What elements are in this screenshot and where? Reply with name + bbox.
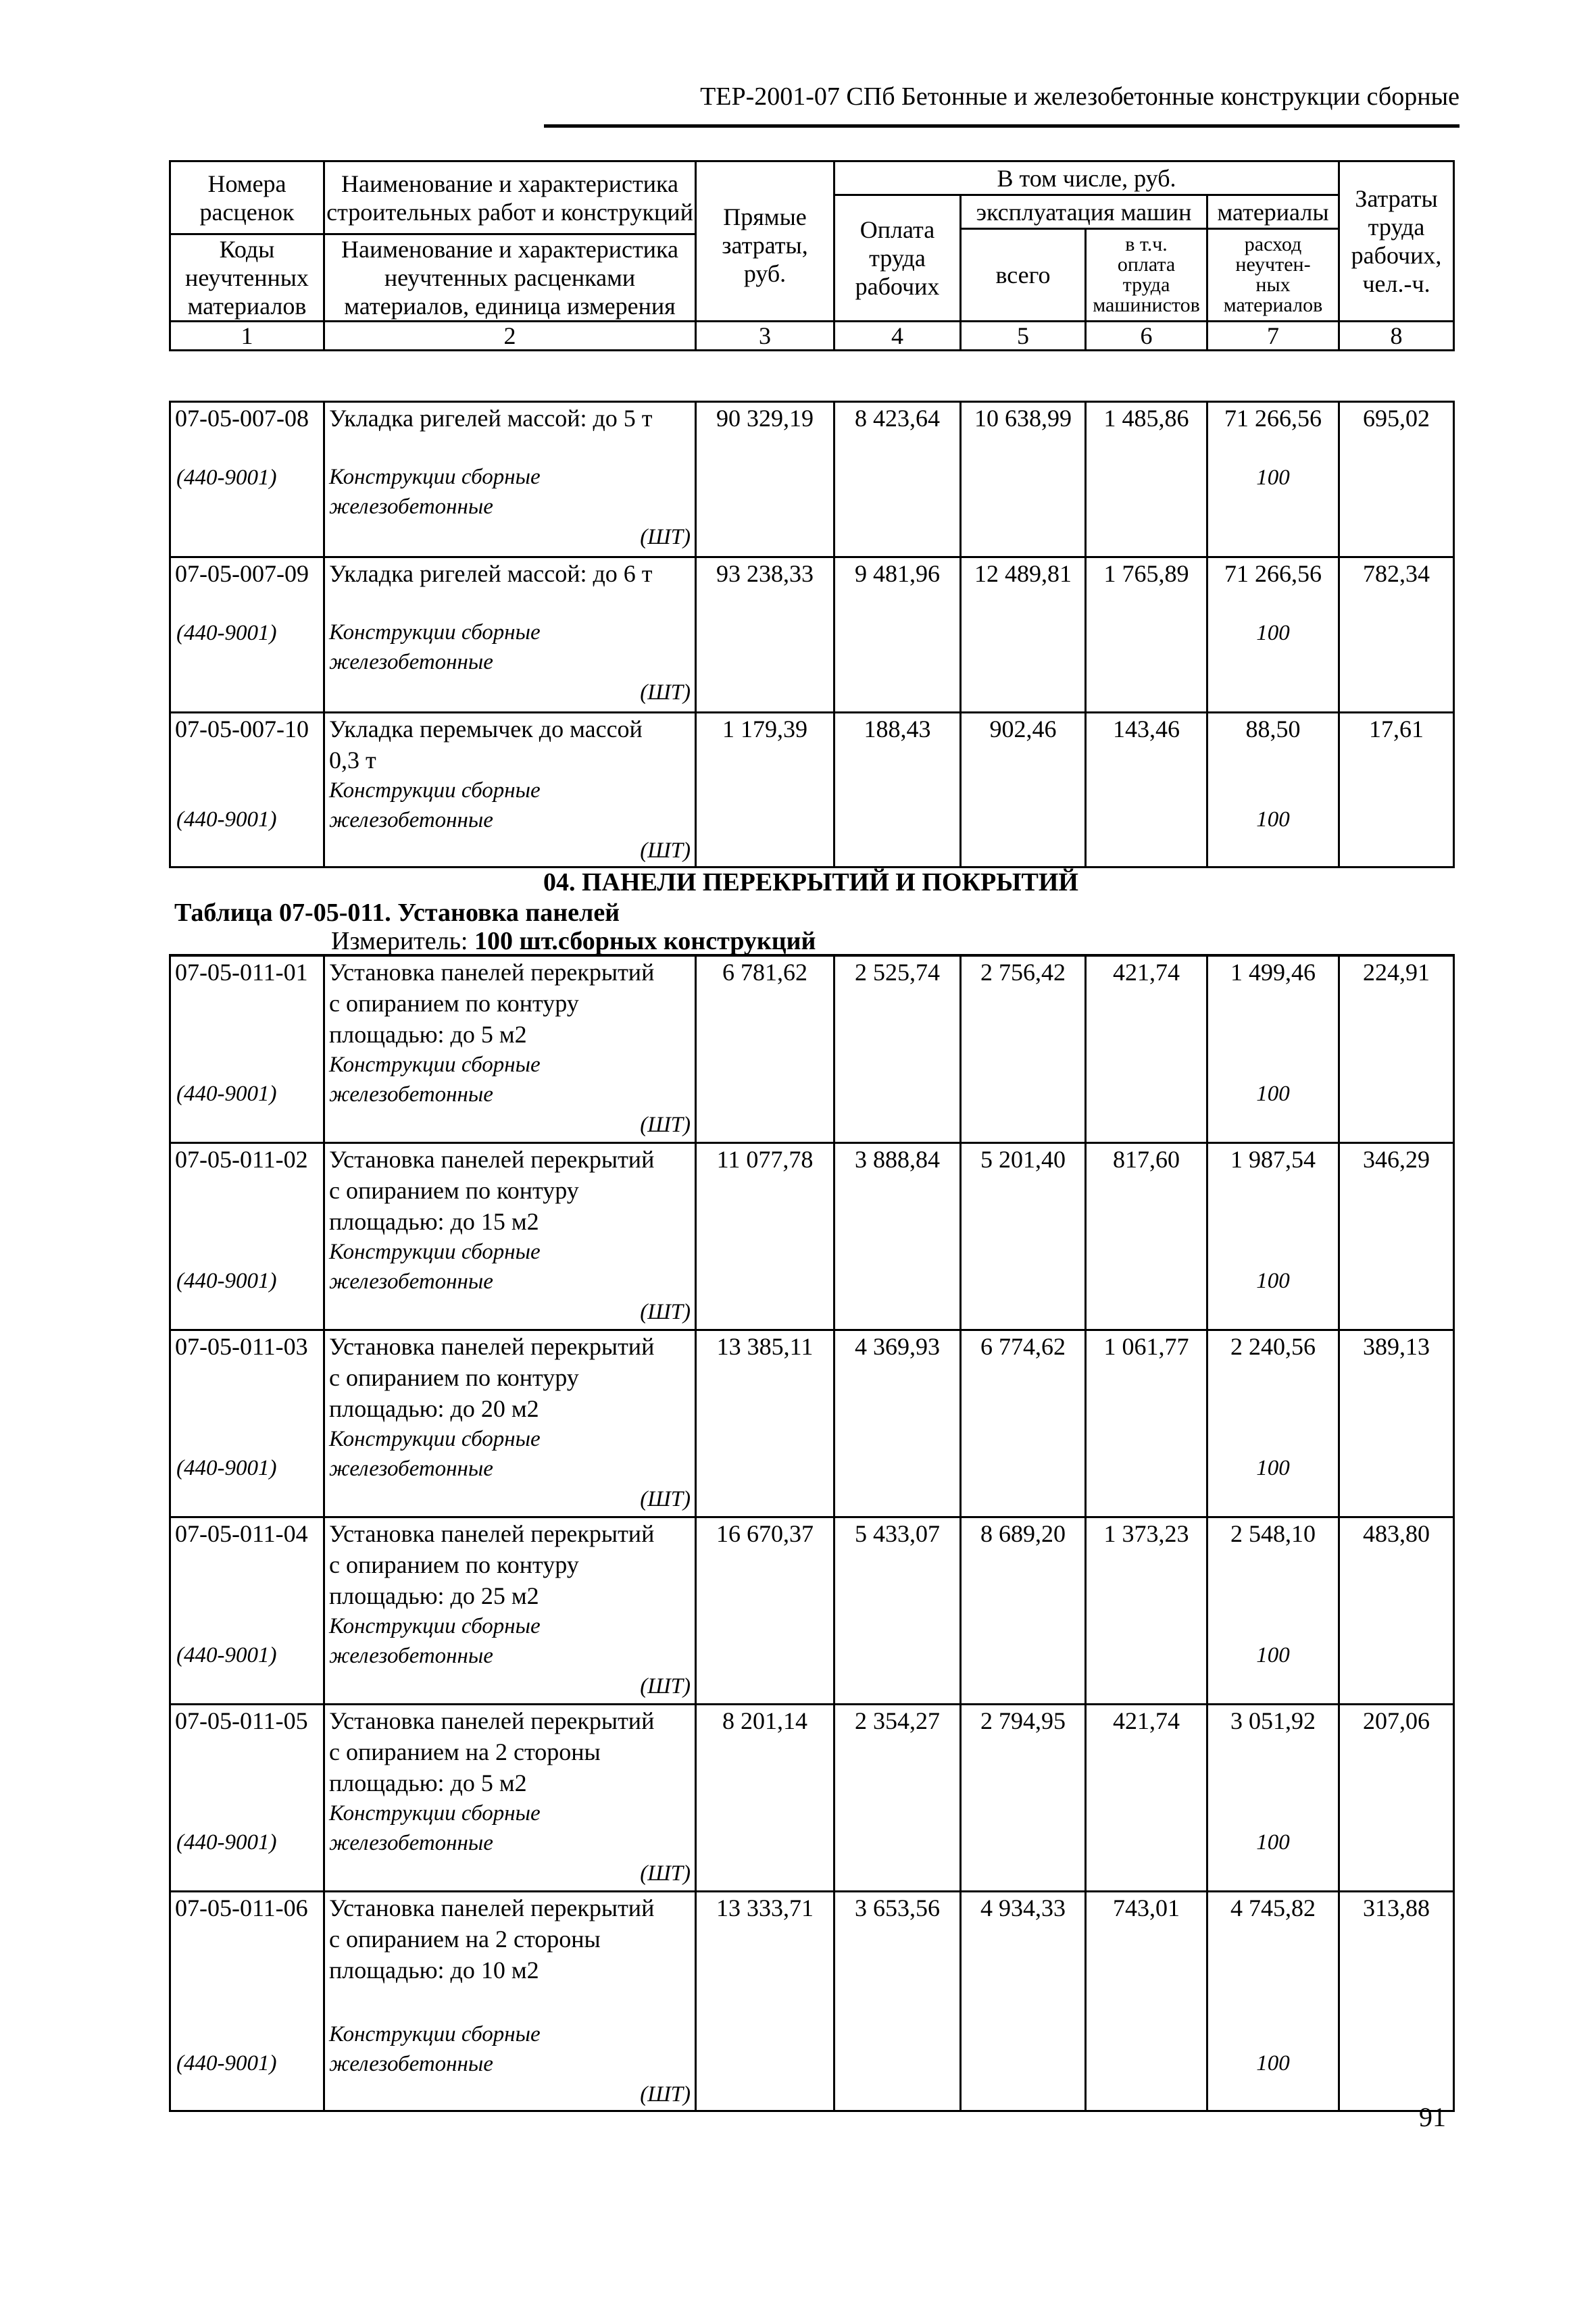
rate-code-cell	[170, 955, 324, 1142]
machinist-labor-cell-value: 143,46	[1113, 715, 1180, 743]
material-name-line: железобетонные	[329, 1456, 493, 1481]
rate-row	[170, 1330, 1454, 1517]
material-unit: (ШТ)	[640, 1486, 691, 1511]
rate-code-cell	[170, 1891, 324, 2111]
machines-cost-cell	[961, 557, 1086, 713]
machinist-labor-cell-value: 421,74	[1113, 1707, 1180, 1734]
col-number: 1	[170, 322, 324, 351]
material-name-line: Конструкции сборные	[329, 1801, 541, 1826]
labor-cost-cell	[834, 1704, 961, 1891]
col5-header: всего	[961, 229, 1086, 322]
labor-hours-cell	[1339, 955, 1454, 1142]
rate-name-cell	[324, 1891, 696, 2111]
rate-name-line: площадью: до 25 м2	[329, 1582, 539, 1609]
direct-cost-cell	[696, 1891, 834, 2111]
material-code: (440-9001)	[176, 1268, 277, 1293]
direct-cost-cell-value: 11 077,78	[716, 1145, 814, 1173]
rate-code: 07-05-011-03	[175, 1332, 308, 1360]
material-quantity: 100	[1256, 1642, 1290, 1667]
material-code: (440-9001)	[176, 807, 277, 832]
rate-row	[170, 1891, 1454, 2111]
labor-cost-cell	[834, 1142, 961, 1330]
rate-row	[170, 713, 1454, 867]
col-number: 5	[961, 322, 1086, 351]
labor-cost-cell-value: 2 525,74	[855, 959, 940, 986]
labor-hours-value: 313,88	[1363, 1894, 1430, 1921]
labor-hours-value: 346,29	[1363, 1145, 1430, 1173]
labor-cost-cell	[834, 713, 961, 867]
material-unit: (ШТ)	[640, 838, 691, 863]
col-number: 6	[1086, 322, 1207, 351]
labor-hours-cell	[1339, 1142, 1454, 1330]
rate-name-line: Установка панелей перекрытий	[329, 1894, 655, 1921]
material-name-line: Конструкции сборные	[329, 465, 541, 489]
table-title: Таблица 07-05-011. Установка панелей	[174, 899, 620, 927]
material-unit: (ШТ)	[640, 2082, 691, 2107]
material-code: (440-9001)	[176, 466, 277, 490]
col2-header-bottom: Наименование и характеристика неучтенных расценками материалов, единица измерения	[324, 234, 696, 322]
material-name-line: Конструкции сборные	[329, 1239, 541, 1264]
labor-cost-cell	[834, 955, 961, 1142]
rate-row	[170, 1704, 1454, 1891]
machinist-labor-cell	[1086, 1517, 1207, 1704]
rate-row	[170, 557, 1454, 713]
machinist-labor-cell	[1086, 713, 1207, 867]
col6-header: в т.ч. оплата труда машинистов	[1086, 229, 1207, 322]
machines-cost-cell-value: 902,46	[989, 715, 1057, 743]
material-quantity: 100	[1256, 2051, 1290, 2076]
rate-name-line: Установка панелей перекрытий	[329, 1332, 655, 1360]
material-name-line: железобетонные	[329, 650, 493, 674]
measure-line	[331, 926, 816, 957]
rate-code-cell	[170, 402, 324, 557]
col2-header-top: Наименование и характеристика строительных работ и конструкций	[324, 161, 696, 234]
machinist-labor-cell	[1086, 1891, 1207, 2111]
material-quantity: 100	[1256, 1268, 1290, 1293]
machines-cost-cell-value: 2 794,95	[980, 1707, 1066, 1734]
machines-cost-cell-value: 8 689,20	[980, 1519, 1066, 1547]
materials-cost-value: 88,50	[1245, 715, 1301, 743]
machines-cost-cell	[961, 1704, 1086, 1891]
materials-cost-cell	[1207, 1891, 1339, 2111]
rate-row	[170, 955, 1454, 1142]
materials-cost-cell	[1207, 1142, 1339, 1330]
material-unit: (ШТ)	[640, 1299, 691, 1324]
material-code: (440-9001)	[176, 2051, 277, 2076]
rate-name-cell	[324, 1704, 696, 1891]
rate-code-cell	[170, 557, 324, 713]
materials-cost-cell	[1207, 713, 1339, 867]
rate-code: 07-05-007-08	[175, 405, 309, 432]
materials-cost-cell	[1207, 1704, 1339, 1891]
machines-cost-cell	[961, 1891, 1086, 2111]
labor-hours-value: 695,02	[1363, 405, 1430, 432]
materials-cost-value: 1 499,46	[1230, 959, 1316, 986]
rate-name-line: Установка панелей перекрытий	[329, 1145, 655, 1173]
direct-cost-cell	[696, 557, 834, 713]
material-name-line: Конструкции сборные	[329, 1426, 541, 1451]
rate-name-cell	[324, 1517, 696, 1704]
direct-cost-cell-value: 8 201,14	[722, 1707, 807, 1734]
material-quantity: 100	[1256, 807, 1290, 832]
rate-name-cell	[324, 955, 696, 1142]
direct-cost-cell-value: 13 385,11	[716, 1332, 814, 1360]
machinist-labor-cell	[1086, 1330, 1207, 1517]
material-name-line: железобетонные	[329, 1830, 493, 1855]
direct-cost-cell	[696, 955, 834, 1142]
labor-hours-value: 483,80	[1363, 1519, 1430, 1547]
machinist-labor-cell	[1086, 402, 1207, 557]
materials-cost-value: 71 266,56	[1224, 560, 1322, 587]
col-number: 3	[696, 322, 834, 351]
material-code: (440-9001)	[176, 1642, 277, 1667]
direct-cost-cell	[696, 1517, 834, 1704]
labor-hours-value: 782,34	[1363, 560, 1430, 587]
col-number: 4	[834, 322, 961, 351]
labor-hours-value: 207,06	[1363, 1707, 1430, 1734]
group-header: В том числе, руб.	[834, 161, 1339, 195]
rate-name-line: с опиранием по контуру	[329, 990, 579, 1017]
col1-header-bottom: Коды неучтенных материалов	[170, 234, 324, 322]
material-unit: (ШТ)	[640, 680, 691, 705]
labor-hours-cell	[1339, 1704, 1454, 1891]
direct-cost-cell	[696, 1704, 834, 1891]
direct-cost-cell-value: 16 670,37	[716, 1519, 814, 1547]
rate-name-line: площадью: до 10 м2	[329, 1956, 539, 1984]
rate-name-line: Установка панелей перекрытий	[329, 1707, 655, 1734]
rate-row	[170, 1517, 1454, 1704]
material-name-line: Конструкции сборные	[329, 1613, 541, 1638]
material-quantity: 100	[1256, 1455, 1290, 1480]
rate-name-cell	[324, 713, 696, 867]
machines-header: эксплуатация машин	[961, 195, 1207, 229]
material-code: (440-9001)	[176, 1455, 277, 1480]
measure-value: 100 шт.сборных конструкций	[474, 927, 816, 955]
machinist-labor-cell-value: 421,74	[1113, 959, 1180, 986]
labor-cost-cell-value: 3 888,84	[855, 1145, 940, 1173]
material-name-line: железобетонные	[329, 1643, 493, 1668]
labor-hours-cell	[1339, 557, 1454, 713]
rate-code-cell	[170, 1330, 324, 1517]
direct-cost-cell-value: 13 333,71	[716, 1894, 814, 1921]
rate-name-line: Установка панелей перекрытий	[329, 959, 655, 986]
machinist-labor-cell	[1086, 1142, 1207, 1330]
material-code: (440-9001)	[176, 1082, 277, 1106]
materials-cost-value: 3 051,92	[1230, 1707, 1316, 1734]
machines-cost-cell	[961, 1330, 1086, 1517]
material-name-line: Конструкции сборные	[329, 620, 541, 645]
rate-code: 07-05-007-09	[175, 560, 309, 587]
rate-code-cell	[170, 1704, 324, 1891]
labor-hours-cell	[1339, 1330, 1454, 1517]
rate-code-cell	[170, 1517, 324, 1704]
machinist-labor-cell	[1086, 955, 1207, 1142]
direct-cost-cell	[696, 402, 834, 557]
material-unit: (ШТ)	[640, 1861, 691, 1886]
rate-code: 07-05-011-01	[175, 959, 308, 986]
machinist-labor-cell-value: 1 485,86	[1103, 405, 1189, 432]
rate-code-cell	[170, 713, 324, 867]
direct-cost-cell-value: 1 179,39	[722, 715, 807, 743]
machinist-labor-cell	[1086, 557, 1207, 713]
material-quantity: 100	[1256, 621, 1290, 645]
material-name-line: железобетонные	[329, 1082, 493, 1107]
labor-hours-cell	[1339, 1517, 1454, 1704]
rate-code: 07-05-011-02	[175, 1145, 308, 1173]
material-unit: (ШТ)	[640, 1113, 691, 1137]
machinist-labor-cell-value: 1 061,77	[1103, 1332, 1189, 1360]
material-code: (440-9001)	[176, 1830, 277, 1855]
materials-cost-value: 71 266,56	[1224, 405, 1322, 432]
labor-cost-cell	[834, 1891, 961, 2111]
rate-name-cell	[324, 557, 696, 713]
labor-hours-cell	[1339, 713, 1454, 867]
page-number: 91	[1419, 2102, 1446, 2132]
machinist-labor-cell-value: 1 765,89	[1103, 560, 1189, 587]
labor-cost-cell	[834, 402, 961, 557]
rate-code: 07-05-011-04	[175, 1519, 308, 1547]
rate-name-line: 0,3 т	[329, 747, 376, 774]
rate-code-cell	[170, 1142, 324, 1330]
col8-header: Затраты труда рабочих, чел.-ч.	[1339, 161, 1454, 322]
materials-cost-cell	[1207, 955, 1339, 1142]
column-header-table	[169, 160, 1455, 351]
rate-name-line: с опиранием на 2 стороны	[329, 1738, 601, 1765]
machines-cost-cell	[961, 1517, 1086, 1704]
machines-cost-cell	[961, 955, 1086, 1142]
labor-hours-value: 17,61	[1369, 715, 1424, 743]
labor-hours-cell	[1339, 1891, 1454, 2111]
rate-name-line: Укладка ригелей массой: до 6 т	[329, 560, 653, 587]
rate-name-line: с опиранием по контуру	[329, 1176, 579, 1204]
materials-cost-cell	[1207, 557, 1339, 713]
rate-name-line: Укладка перемычек до массой	[329, 715, 643, 743]
rate-name-line: Установка панелей перекрытий	[329, 1519, 655, 1547]
materials-cost-cell	[1207, 1517, 1339, 1704]
labor-hours-value: 224,91	[1363, 959, 1430, 986]
machines-cost-cell-value: 4 934,33	[980, 1894, 1066, 1921]
rate-name-line: с опиранием по контуру	[329, 1551, 579, 1578]
material-unit: (ШТ)	[640, 525, 691, 549]
labor-cost-cell-value: 9 481,96	[855, 560, 940, 587]
rate-row	[170, 1142, 1454, 1330]
machines-cost-cell	[961, 1142, 1086, 1330]
page-header	[544, 80, 1460, 128]
materials-cost-value: 4 745,82	[1230, 1894, 1316, 1921]
rate-name-cell	[324, 402, 696, 557]
col3-header: Прямые затраты, руб.	[696, 161, 834, 322]
material-code: (440-9001)	[176, 621, 277, 645]
col7-header: расход неучтен- ных материалов	[1207, 229, 1339, 322]
material-quantity: 100	[1256, 1082, 1290, 1106]
col-number: 8	[1339, 322, 1454, 351]
labor-cost-cell	[834, 557, 961, 713]
rate-name-line: площадью: до 15 м2	[329, 1207, 539, 1235]
machinist-labor-cell	[1086, 1704, 1207, 1891]
material-name-line: Конструкции сборные	[329, 778, 541, 803]
rate-name-cell	[324, 1142, 696, 1330]
direct-cost-cell	[696, 1142, 834, 1330]
labor-cost-cell	[834, 1330, 961, 1517]
machines-cost-cell	[961, 713, 1086, 867]
labor-cost-cell-value: 2 354,27	[855, 1707, 940, 1734]
section-title: 04. ПАНЕЛИ ПЕРЕКРЫТИЙ И ПОКРЫТИЙ	[543, 868, 1078, 897]
rate-code: 07-05-007-10	[175, 715, 309, 743]
document-title: ТЕР-2001-07 СПб Бетонные и железобетонные конструкции сборные	[700, 82, 1460, 111]
machines-cost-cell-value: 6 774,62	[980, 1332, 1066, 1360]
rate-row	[170, 402, 1454, 557]
machines-cost-cell-value: 12 489,81	[974, 560, 1072, 587]
rate-code: 07-05-011-06	[175, 1894, 308, 1921]
material-name-line: железобетонные	[329, 2051, 493, 2076]
machines-cost-cell-value: 2 756,42	[980, 959, 1066, 986]
col-number: 2	[324, 322, 696, 351]
labor-cost-cell-value: 188,43	[864, 715, 931, 743]
labor-hours-cell	[1339, 402, 1454, 557]
materials-cost-cell	[1207, 1330, 1339, 1517]
machines-cost-cell-value: 5 201,40	[980, 1145, 1066, 1173]
direct-cost-cell-value: 93 238,33	[716, 560, 814, 587]
measure-prefix: Измеритель:	[331, 927, 474, 955]
col-number: 7	[1207, 322, 1339, 351]
machinist-labor-cell-value: 1 373,23	[1103, 1519, 1189, 1547]
labor-hours-value: 389,13	[1363, 1332, 1430, 1360]
rate-name-line: площадью: до 5 м2	[329, 1021, 527, 1048]
direct-cost-cell	[696, 713, 834, 867]
rate-code: 07-05-011-05	[175, 1707, 308, 1734]
labor-cost-cell-value: 5 433,07	[855, 1519, 940, 1547]
direct-cost-cell-value: 6 781,62	[722, 959, 807, 986]
machinist-labor-cell-value: 743,01	[1113, 1894, 1180, 1921]
rate-name-line: с опиранием по контуру	[329, 1363, 579, 1391]
rate-name-line: площадью: до 20 м2	[329, 1394, 539, 1422]
material-name-line: Конструкции сборные	[329, 2021, 541, 2046]
material-name-line: железобетонные	[329, 495, 493, 519]
material-name-line: Конструкции сборные	[329, 1053, 541, 1077]
material-name-line: железобетонные	[329, 808, 493, 832]
labor-cost-cell-value: 8 423,64	[855, 405, 940, 432]
materials-cost-value: 2 548,10	[1230, 1519, 1316, 1547]
machinist-labor-cell-value: 817,60	[1113, 1145, 1180, 1173]
materials-cost-value: 2 240,56	[1230, 1332, 1316, 1360]
rate-name-line: площадью: до 5 м2	[329, 1769, 527, 1796]
materials-cost-cell	[1207, 402, 1339, 557]
direct-cost-cell-value: 90 329,19	[716, 405, 814, 432]
rate-name-line: с опиранием на 2 стороны	[329, 1925, 601, 1953]
material-name-line: железобетонные	[329, 1269, 493, 1294]
rates-table-block1	[169, 401, 1455, 868]
machines-cost-cell-value: 10 638,99	[974, 405, 1072, 432]
machines-cost-cell	[961, 402, 1086, 557]
material-quantity: 100	[1256, 466, 1290, 490]
materials-header: материалы	[1207, 195, 1339, 229]
labor-cost-cell-value: 4 369,93	[855, 1332, 940, 1360]
rates-table-block2	[169, 954, 1455, 2112]
rate-name-line: Укладка ригелей массой: до 5 т	[329, 405, 653, 432]
material-quantity: 100	[1256, 1830, 1290, 1855]
rate-name-cell	[324, 1330, 696, 1517]
labor-cost-cell	[834, 1517, 961, 1704]
labor-cost-cell-value: 3 653,56	[855, 1894, 940, 1921]
material-unit: (ШТ)	[640, 1674, 691, 1699]
materials-cost-value: 1 987,54	[1230, 1145, 1316, 1173]
col4-header: Оплата труда рабочих	[834, 195, 961, 322]
col1-header-top: Номера расценок	[170, 161, 324, 234]
direct-cost-cell	[696, 1330, 834, 1517]
